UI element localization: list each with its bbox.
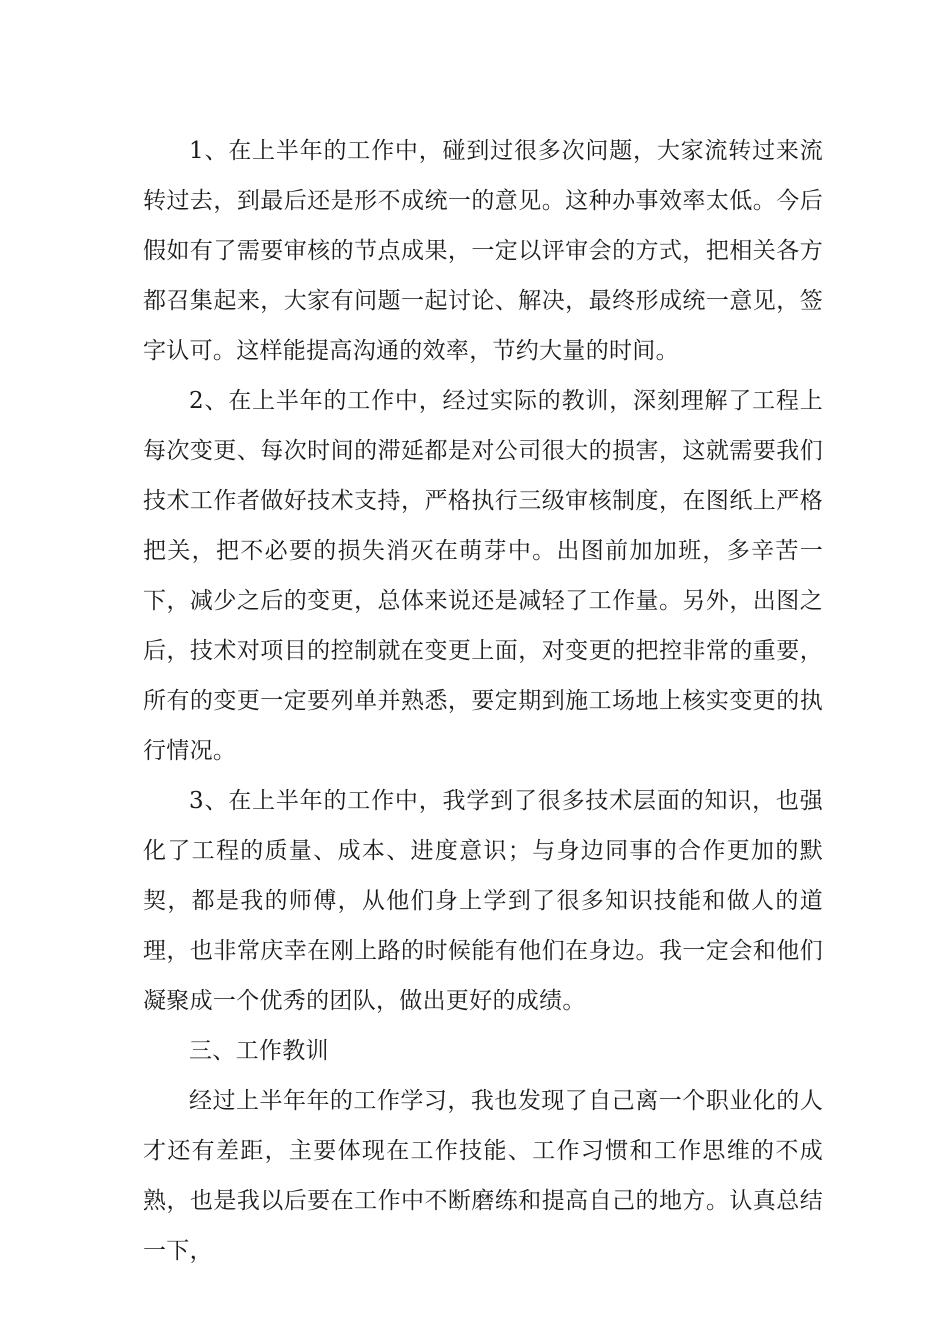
document-body	[143, 126, 823, 1276]
paragraph-item-3: 3、在上半年的工作中，我学到了很多技术层面的知识，也强化了工程的质量、成本、进度意识；与身边同事的合作更加的默契，都是我的师傅，从他们身上学到了很多知识技能和做人的道理，也非常庆幸在刚上路的时候能有他们在身边。我一定会和他们凝聚成一个优秀的团队，做出更好的成绩。	[143, 788, 823, 1014]
paragraph-item-2: 2、在上半年的工作中，经过实际的教训，深刻理解了工程上每次变更、每次时间的滞延都是对公司很大的损害，这就需要我们技术工作者做好技术支持，严格执行三级审核制度，在图纸上严格把关，把不必要的损失消灭在萌芽中。出图前加加班，多辛苦一下，减少之后的变更，总体来说还是减轻了工作量。另外，出图之后，技术对项目的控制就在变更上面，对变更的把控非常的重要，所有的变更一定要列单并熟悉，要定期到施工场地上核实变更的执行情况。	[143, 388, 823, 764]
paragraph-work-lessons: 经过上半年年的工作学习，我也发现了自己离一个职业化的人才还有差距，主要体现在工作技能、工作习惯和工作思维的不成熟，也是我以后要在工作中不断磨练和提高自己的地方。认真总结一下，	[143, 1088, 823, 1264]
paragraph-item-1: 1、在上半年的工作中，碰到过很多次问题，大家流转过来流转过去，到最后还是形不成统一的意见。这种办事效率太低。今后假如有了需要审核的节点成果，一定以评审会的方式，把相关各方都召集起来，大家有问题一起讨论、解决，最终形成统一意见，签字认可。这样能提高沟通的效率，节约大量的时间。	[143, 138, 823, 364]
section-heading-work-lessons: 三、工作教训	[189, 1038, 329, 1064]
